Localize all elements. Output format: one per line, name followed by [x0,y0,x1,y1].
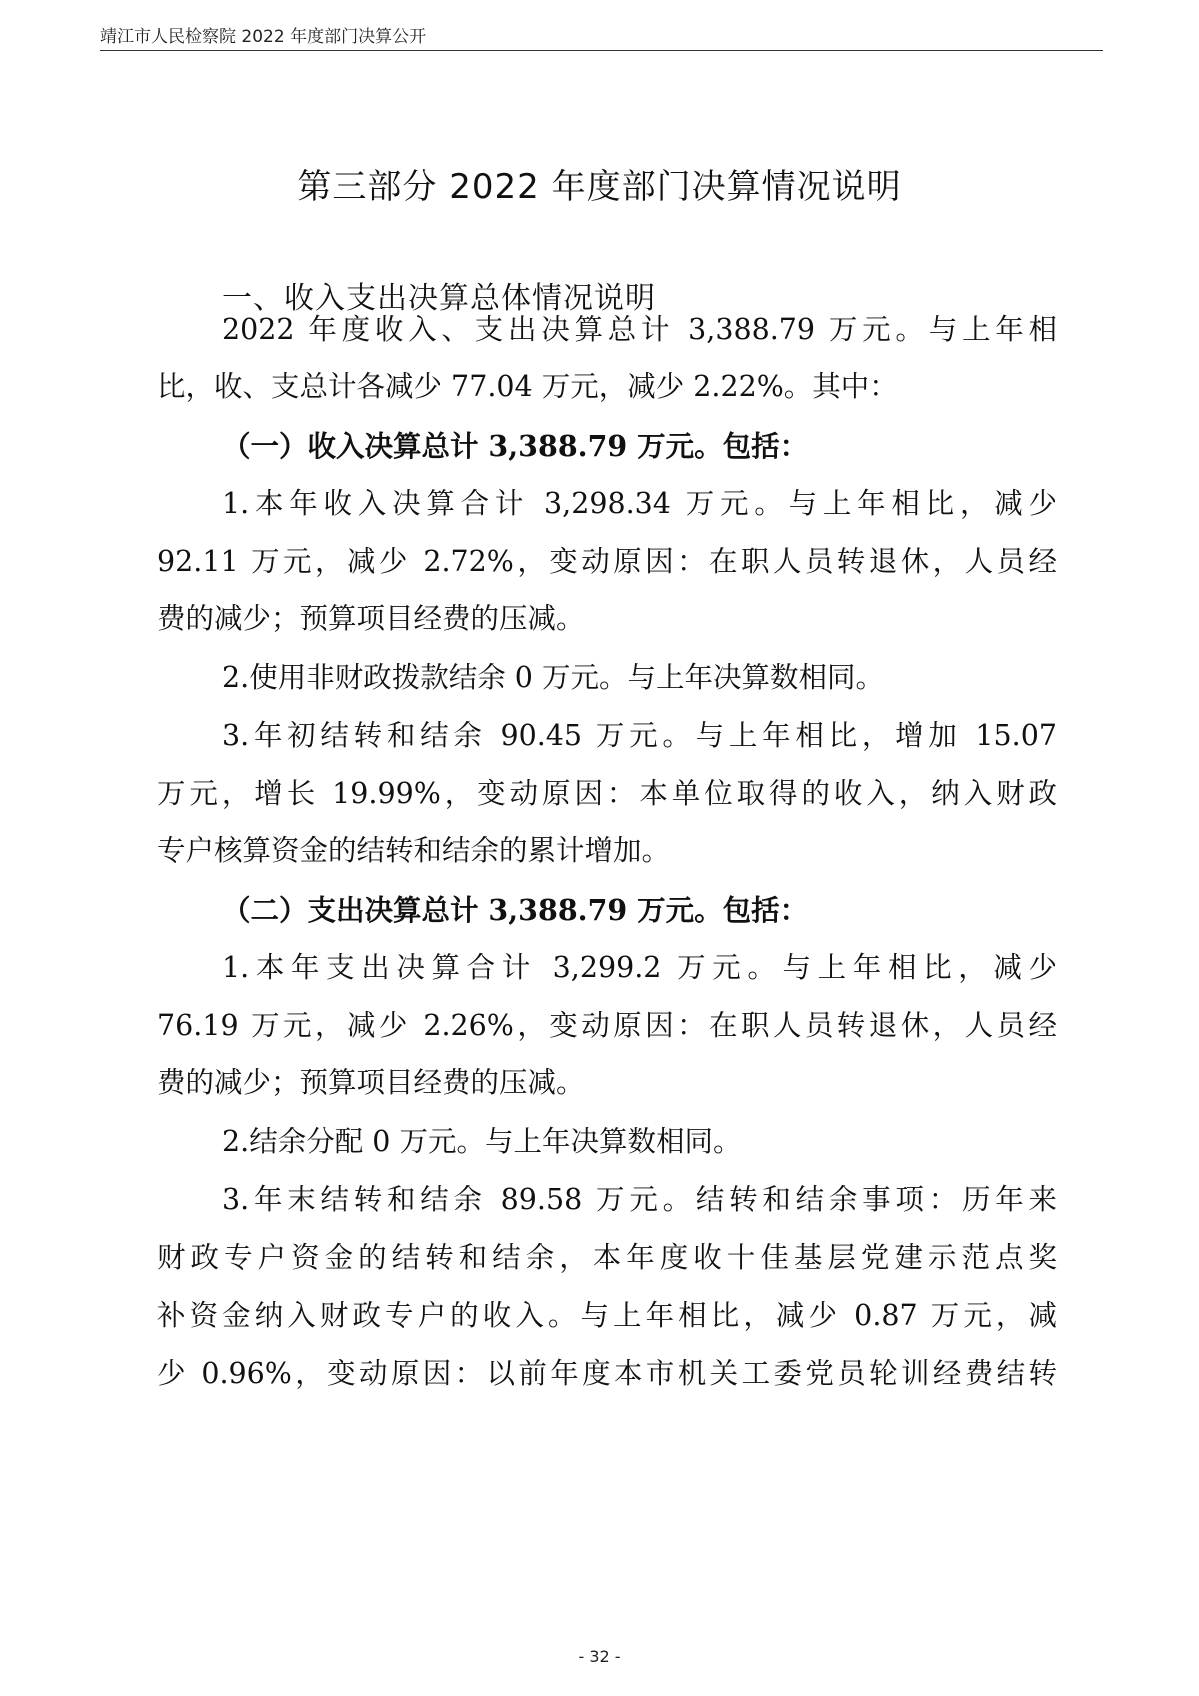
body-line-2: 比，收、支总计各减少 77.04 万元，减少 2.22%。其中： [157,370,898,403]
page-title: 第三部分 2022 年度部门决算情况说明 [297,167,902,207]
body-line-14: 费的减少；预算项目经费的压减。 [157,1066,585,1099]
body-line-10: 专户核算资金的结转和结余的累计增加。 [157,834,671,867]
body-line-9: 万元，增长 19.99%，变动原因：本单位取得的收入，纳入财政 [157,777,1057,810]
body-line-7: 2.使用非财政拨款结余 0 万元。与上年决算数相同。 [222,661,884,694]
running-header: 靖江市人民检察院 2022 年度部门决算公开 [100,27,427,47]
subsection-heading-expenditure: （二）支出决算总计 3,388.79 万元。包括： [222,893,809,927]
page-number: - 32 - [578,1647,621,1666]
body-line-8: 3.年初结转和结余 90.45 万元。与上年相比，增加 15.07 [222,719,1057,752]
body-line-6: 费的减少；预算项目经费的压减。 [157,602,585,635]
body-line-12: 1.本年支出决算合计 3,299.2 万元。与上年相比，减少 [222,951,1057,984]
body-line-19: 少 0.96%，变动原因：以前年度本市机关工委党员轮训经费结转 [157,1357,1057,1390]
header-rule [100,50,1103,51]
body-line-4: 1.本年收入决算合计 3,298.34 万元。与上年相比，减少 [222,487,1057,520]
body-line-15: 2.结余分配 0 万元。与上年决算数相同。 [222,1125,742,1158]
body-line-17: 财政专户资金的结转和结余，本年度收十佳基层党建示范点奖 [157,1241,1057,1274]
body-line-16: 3.年末结转和结余 89.58 万元。结转和结余事项：历年来 [222,1183,1057,1216]
body-line-5: 92.11 万元，减少 2.72%，变动原因：在职人员转退休，人员经 [157,545,1057,578]
body-line-18: 补资金纳入财政专户的收入。与上年相比，减少 0.87 万元，减 [157,1299,1057,1332]
subsection-heading-income: （一）收入决算总计 3,388.79 万元。包括： [222,429,809,463]
body-line-1: 2022 年度收入、支出决算总计 3,388.79 万元。与上年相 [222,313,1057,346]
body-line-13: 76.19 万元，减少 2.26%，变动原因：在职人员转退休，人员经 [157,1009,1057,1042]
section-heading: 一、收入支出决算总体情况说明 [222,281,656,316]
